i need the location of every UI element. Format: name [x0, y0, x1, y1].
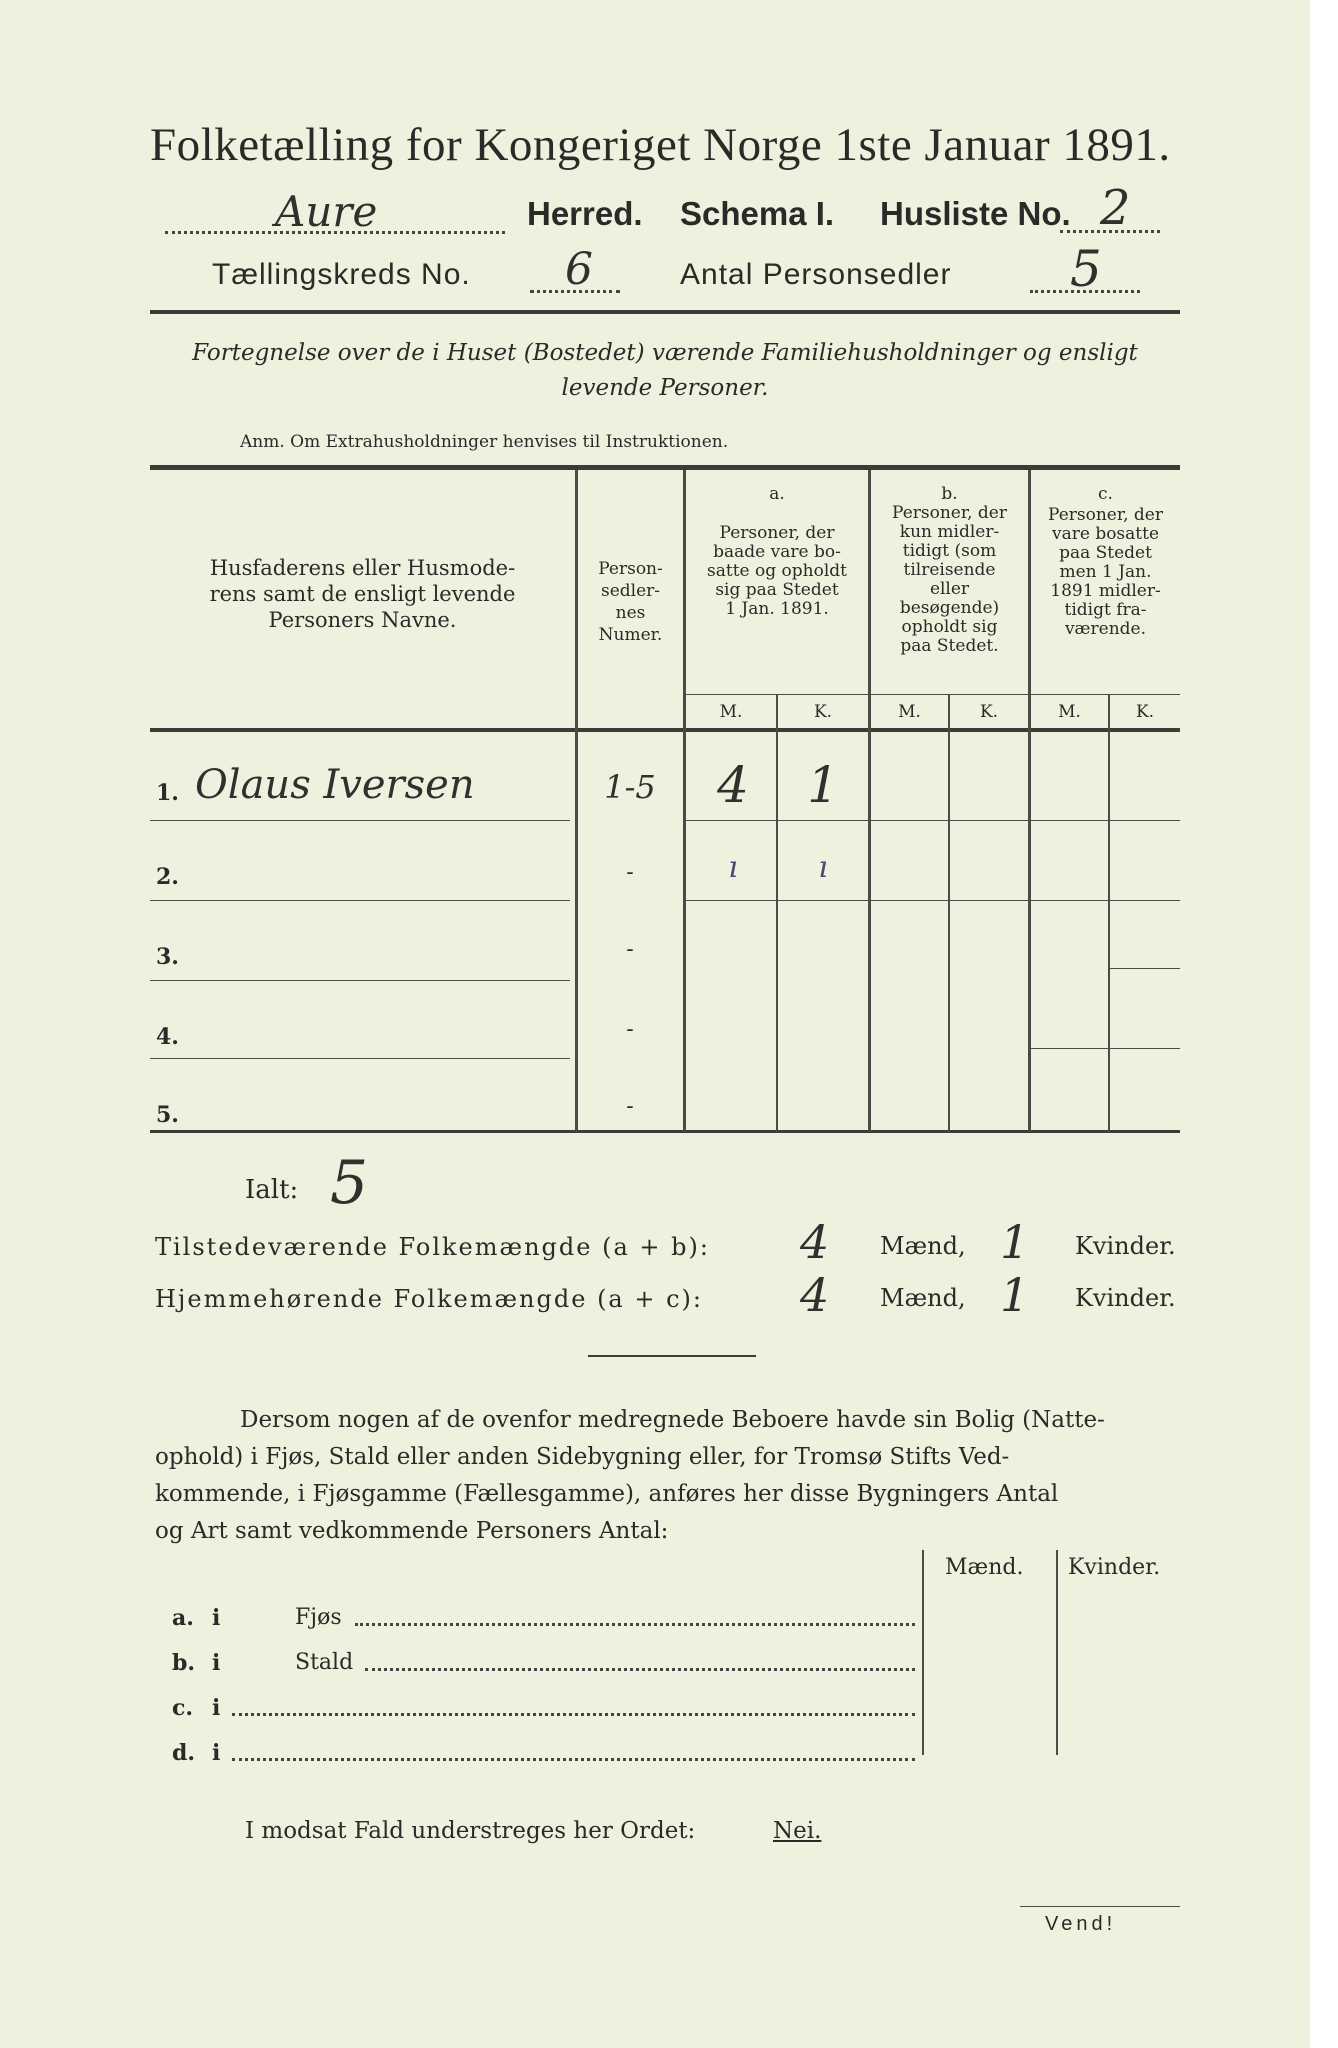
building-row-letter: c. — [172, 1695, 194, 1721]
col-b-k: K. — [979, 702, 999, 722]
ialt-label: Ialt: — [245, 1175, 299, 1205]
row-rule — [1030, 1048, 1180, 1049]
row-number: 1. — [156, 780, 179, 806]
col-header-b — [871, 485, 1028, 656]
building-row-i: i — [212, 1650, 221, 1676]
row-sedler: - — [626, 1094, 634, 1119]
building-row-letter: a. — [172, 1605, 194, 1631]
col-header-a-line: 1 Jan. 1891. — [725, 599, 829, 619]
vend-rule — [1020, 1906, 1180, 1907]
kreds-value: 6 — [565, 244, 593, 295]
row-sedler: - — [626, 937, 634, 962]
buildings-divider-right — [1056, 1550, 1058, 1755]
husliste-label: Husliste No. — [880, 195, 1071, 232]
form-title: Folketælling for Kongeriget Norge 1ste Januar 1891. — [150, 119, 1171, 171]
paragraph-line: Dersom nogen af de ovenfor medregnede Beboere havde sin Bolig (Natte- — [240, 1407, 1105, 1433]
col-header-num-line: Person- — [598, 559, 663, 579]
buildings-maend-header: Mænd. — [945, 1555, 1024, 1580]
vend-text: Vend! — [1045, 1913, 1117, 1935]
building-row-i: i — [212, 1605, 221, 1631]
col-header-b-line: tidigt (som — [902, 541, 997, 561]
row-sedler: - — [626, 1017, 634, 1042]
col-header-c-line: paa Stedet — [1059, 543, 1152, 563]
col-a-k: K. — [813, 702, 833, 722]
herred-field — [165, 187, 505, 237]
building-row-dots — [355, 1623, 915, 1626]
row-a-m: 4 — [717, 756, 749, 814]
row-rule — [686, 900, 1180, 901]
row-a-k: ı — [818, 850, 828, 885]
col-c-m: M. — [1058, 702, 1081, 722]
row-number: 4. — [156, 1024, 179, 1050]
col-header-a-line: baade vare bo- — [713, 542, 841, 562]
building-row-dots — [232, 1758, 915, 1761]
col-header-b-line: eller — [929, 579, 970, 599]
row-name: Olaus Iversen — [195, 762, 475, 808]
col-header-num-line: sedler- — [600, 581, 661, 601]
col-header-name-line: rens samt de ensligt levende — [209, 582, 516, 606]
nei-word: Nei. — [773, 1818, 822, 1844]
ialt-value: 5 — [330, 1148, 369, 1218]
row-a-m: ı — [728, 850, 738, 885]
divider-short — [588, 1355, 756, 1357]
col-header-b-line: Personer, der — [892, 503, 1007, 523]
subtitle-line2: levende Personer. — [561, 375, 769, 401]
col-a-m: M. — [719, 702, 743, 722]
col-header-a-line: satte og opholdt — [707, 561, 847, 581]
col-header-c-line: vare bosatte — [1051, 524, 1160, 544]
col-header-c — [1031, 485, 1180, 639]
col-header-b-line: opholdt sig — [901, 617, 998, 637]
row-sedler: - — [626, 860, 634, 885]
antal-label: Antal Personsedler — [680, 258, 952, 291]
col-header-num-line: Numer. — [598, 625, 663, 645]
tilstede-label: Tilstedeværende Folkemængde (a + b): — [155, 1233, 710, 1261]
row-number: 5. — [156, 1102, 179, 1128]
col-header-num — [578, 558, 683, 646]
hjemme-maend-label: Mænd, — [880, 1284, 966, 1312]
subtitle-line1: Fortegnelse over de i Huset (Bostedet) værende Familiehusholdninger og ensligt — [192, 340, 1138, 366]
buildings-kvinder-header: Kvinder. — [1068, 1555, 1161, 1580]
row-rule — [150, 820, 570, 821]
col-header-a-line: Personer, der — [719, 523, 835, 543]
col-header-c-line: Personer, der — [1048, 505, 1163, 525]
col-header-c-line: 1891 midler- — [1050, 581, 1161, 601]
row-rule — [1110, 968, 1180, 969]
col-header-c-line: tidigt fra- — [1064, 600, 1147, 620]
buildings-divider-left — [922, 1550, 924, 1755]
col-header-b-letter: b. — [941, 484, 958, 504]
building-row-dots — [232, 1713, 915, 1716]
col-header-c-line: værende. — [1064, 619, 1147, 639]
col-header-b-line: tilreisende — [903, 560, 996, 580]
col-header-name-line: Husfaderens eller Husmode- — [209, 556, 516, 580]
col-header-c-line: men 1 Jan. — [1059, 562, 1152, 582]
col-c-k: K. — [1135, 702, 1155, 722]
row-number: 2. — [156, 864, 179, 890]
building-row-label: Stald — [295, 1650, 354, 1675]
building-row-label: Fjøs — [295, 1605, 342, 1630]
building-row-dots — [365, 1668, 915, 1671]
table-body — [150, 732, 1180, 1132]
instructions-paragraph — [155, 1402, 1185, 1550]
col-header-b-line: kun midler- — [899, 522, 1000, 542]
hjemme-men-value: 4 — [800, 1268, 830, 1322]
col-header-a-letter: a. — [769, 484, 785, 504]
building-row-letter: d. — [172, 1740, 196, 1766]
tilstede-women-value: 1 — [1000, 1215, 1030, 1269]
col-header-b-line: besøgende) — [899, 598, 1000, 618]
row-a-k: 1 — [807, 756, 839, 814]
col-header-a-line: sig paa Stedet — [715, 580, 839, 600]
row-rule — [150, 900, 570, 901]
tilstede-men-value: 4 — [800, 1215, 830, 1269]
row-number: 3. — [156, 944, 179, 970]
col-header-b-line: paa Stedet. — [900, 636, 999, 656]
tilstede-maend-label: Mænd, — [880, 1232, 966, 1260]
header-rule — [150, 310, 1180, 314]
hjemme-women-value: 1 — [1000, 1268, 1030, 1322]
hjemme-label: Hjemmehørende Folkemængde (a + c): — [155, 1285, 703, 1313]
col-header-name — [150, 555, 575, 633]
kreds-label: Tællingskreds No. — [212, 258, 471, 291]
antal-value: 5 — [1070, 240, 1102, 298]
building-row-letter: b. — [172, 1650, 196, 1676]
herred-label: Herred. — [527, 195, 643, 232]
schema-label: Schema I. — [680, 195, 835, 232]
col-header-name-line: Personers Navne. — [268, 608, 457, 632]
building-row-i: i — [212, 1695, 221, 1721]
col-header-num-line: nes — [615, 603, 646, 623]
col-header-a — [686, 485, 868, 619]
row-sedler: 1-5 — [604, 768, 656, 806]
mk-top-rule — [686, 694, 1180, 695]
anm-note: Anm. Om Extrahusholdninger henvises til Instruktionen. — [240, 432, 729, 452]
col-header-c-letter: c. — [1098, 484, 1113, 504]
paragraph-line: kommende, i Fjøsgamme (Fællesgamme), anføres her disse Bygningers Antal — [155, 1481, 1059, 1507]
hjemme-kvinder-label: Kvinder. — [1075, 1284, 1176, 1312]
tilstede-kvinder-label: Kvinder. — [1075, 1232, 1176, 1260]
col-b-m: M. — [898, 702, 921, 722]
paragraph-line: ophold) i Fjøs, Stald eller anden Sidebygning eller, for Tromsø Stifts Ved- — [155, 1444, 1010, 1470]
paragraph-line: og Art samt vedkommende Personers Antal: — [155, 1518, 669, 1544]
row-rule — [150, 1058, 570, 1059]
modsat-text: I modsat Fald understreges her Ordet: — [245, 1818, 696, 1844]
row-rule — [150, 980, 570, 981]
husliste-value: 2 — [1100, 180, 1131, 236]
row-rule — [686, 820, 1180, 821]
herred-value: Aure — [275, 187, 378, 236]
page-edge — [1310, 0, 1338, 2048]
building-row-i: i — [212, 1740, 221, 1766]
table-top-rule — [150, 465, 1180, 470]
